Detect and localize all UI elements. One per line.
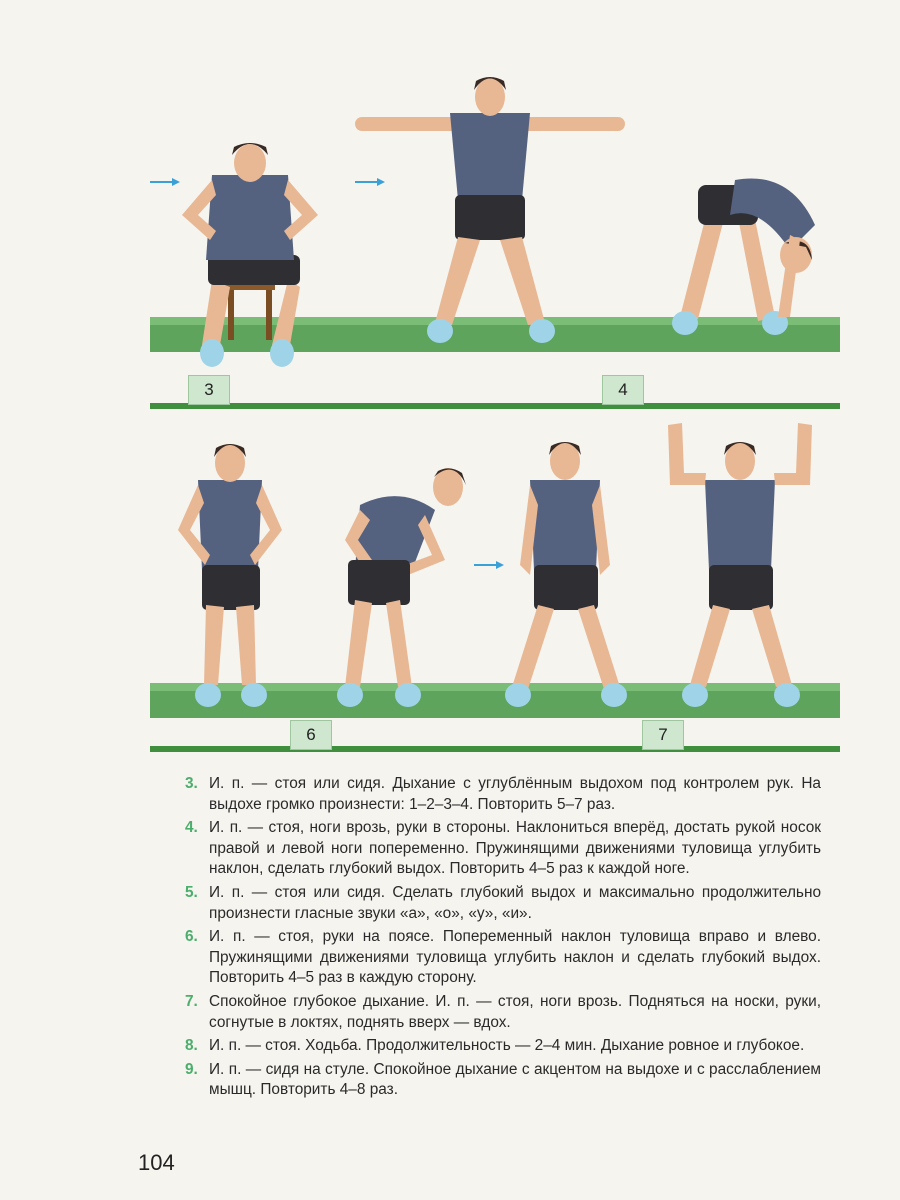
item-number: 8. <box>185 1037 198 1055</box>
item-number: 9. <box>185 1060 198 1078</box>
figure-arms-spread <box>355 77 625 343</box>
item-text: И. п. — стоя или сидя. Сделать глубокий выдох и максимально продолжительно произнести гласные звуки «а», «о», «у», «и». <box>209 883 821 922</box>
instruction-item <box>185 883 821 924</box>
exercise-illustration-bottom <box>150 415 840 760</box>
figure-label: 3 <box>188 375 230 405</box>
item-text: И. п. — стоя. Ходьба. Продолжительность — 2–4 мин. Дыхание ровное и глубокое. <box>209 1037 805 1055</box>
instruction-item <box>185 774 821 815</box>
item-text: Спокойное глубокое дыхание. И. п. — стоя, ноги врозь. Подняться на носки, руки, согнутые в локтях, поднять вверх — вдох. <box>209 992 821 1031</box>
instruction-item <box>185 992 821 1033</box>
arrow-right-icon <box>150 177 180 187</box>
item-text: И. п. — стоя или сидя. Дыхание с углублённым выдохом под контролем рук. На выдохе громко произнести: 1–2–3–4. Повторить 5–7 раз. <box>209 775 821 813</box>
arrow-right-icon <box>355 177 385 187</box>
item-number: 5. <box>185 883 198 901</box>
instruction-item <box>185 1036 821 1057</box>
instruction-item <box>185 818 821 880</box>
exercise-illustration-top <box>150 55 840 415</box>
figure-arms-raised <box>668 423 812 707</box>
instruction-list <box>185 774 821 1104</box>
figure-standing <box>505 442 627 707</box>
item-number: 7. <box>185 992 198 1010</box>
figure-label: 4 <box>602 375 644 405</box>
page-number: 104 <box>138 1150 175 1175</box>
figure-label: 6 <box>290 720 332 750</box>
item-number: 3. <box>185 775 198 792</box>
item-text: И. п. — стоя, руки на поясе. Попеременный наклон туловища вправо и влево. Пружинящими движениями туловища углубить наклон и сделать глубокий выдох. Повторить 4–5 раз в каждую сторону. <box>209 928 821 987</box>
item-text: И. п. — стоя, ноги врозь, руки в стороны. Наклониться вперёд, достать рукой носок правой и левой ноги попеременно. Пружинящими движениями туловища углубить наклон, сделать глубокий выдох. Повторить 4–5 раз к каждой ноге. <box>209 819 821 878</box>
instruction-item <box>185 1060 821 1101</box>
instruction-item <box>185 927 821 989</box>
item-number: 4. <box>185 819 198 837</box>
illustration-panel-bottom <box>150 415 840 760</box>
figure-label: 7 <box>642 720 684 750</box>
illustration-panel-top <box>150 55 840 415</box>
figure-hands-on-hips <box>178 444 282 707</box>
item-text: И. п. — сидя на стуле. Спокойное дыхание с акцентом на выдохе и с расслаблением мышц. Повторить 4–8 раз. <box>209 1060 821 1099</box>
figure-bending-forward <box>672 178 815 335</box>
arrow-right-icon <box>474 560 504 570</box>
figure-side-bend <box>337 468 466 707</box>
item-number: 6. <box>185 928 198 946</box>
